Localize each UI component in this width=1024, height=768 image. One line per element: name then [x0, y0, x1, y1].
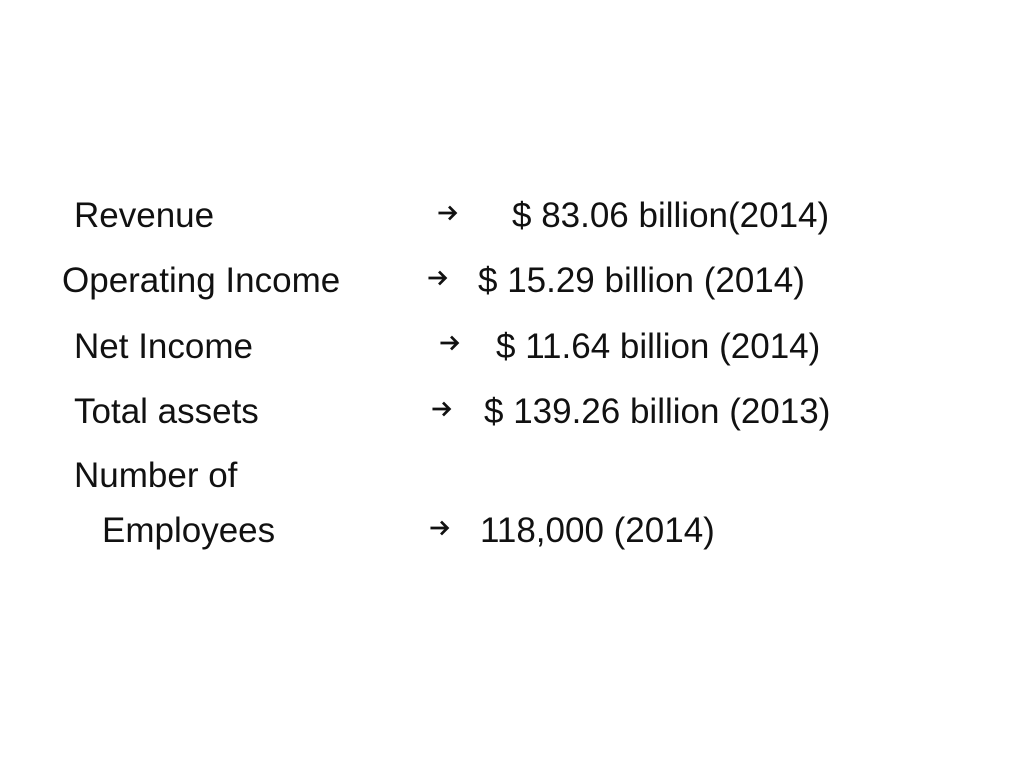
value-net-income: $ 11.64 billion (2014)	[496, 327, 821, 366]
right-arrow-icon	[440, 332, 462, 354]
value-revenue: $ 83.06 billion(2014)	[512, 196, 830, 235]
label-number-of: Number of	[74, 456, 238, 495]
right-arrow-icon	[432, 398, 454, 420]
label-net-income: Net Income	[74, 327, 253, 366]
value-employees: 118,000 (2014)	[480, 511, 715, 550]
value-total-assets: $ 139.26 billion (2013)	[484, 392, 831, 431]
right-arrow-icon	[428, 267, 450, 289]
label-employees: Employees	[102, 511, 276, 550]
label-total-assets: Total assets	[74, 392, 259, 431]
label-revenue: Revenue	[74, 196, 215, 235]
value-operating-income: $ 15.29 billion (2014)	[478, 261, 805, 300]
right-arrow-icon	[438, 202, 460, 224]
right-arrow-icon	[430, 517, 452, 539]
label-operating-income: Operating Income	[62, 261, 341, 300]
